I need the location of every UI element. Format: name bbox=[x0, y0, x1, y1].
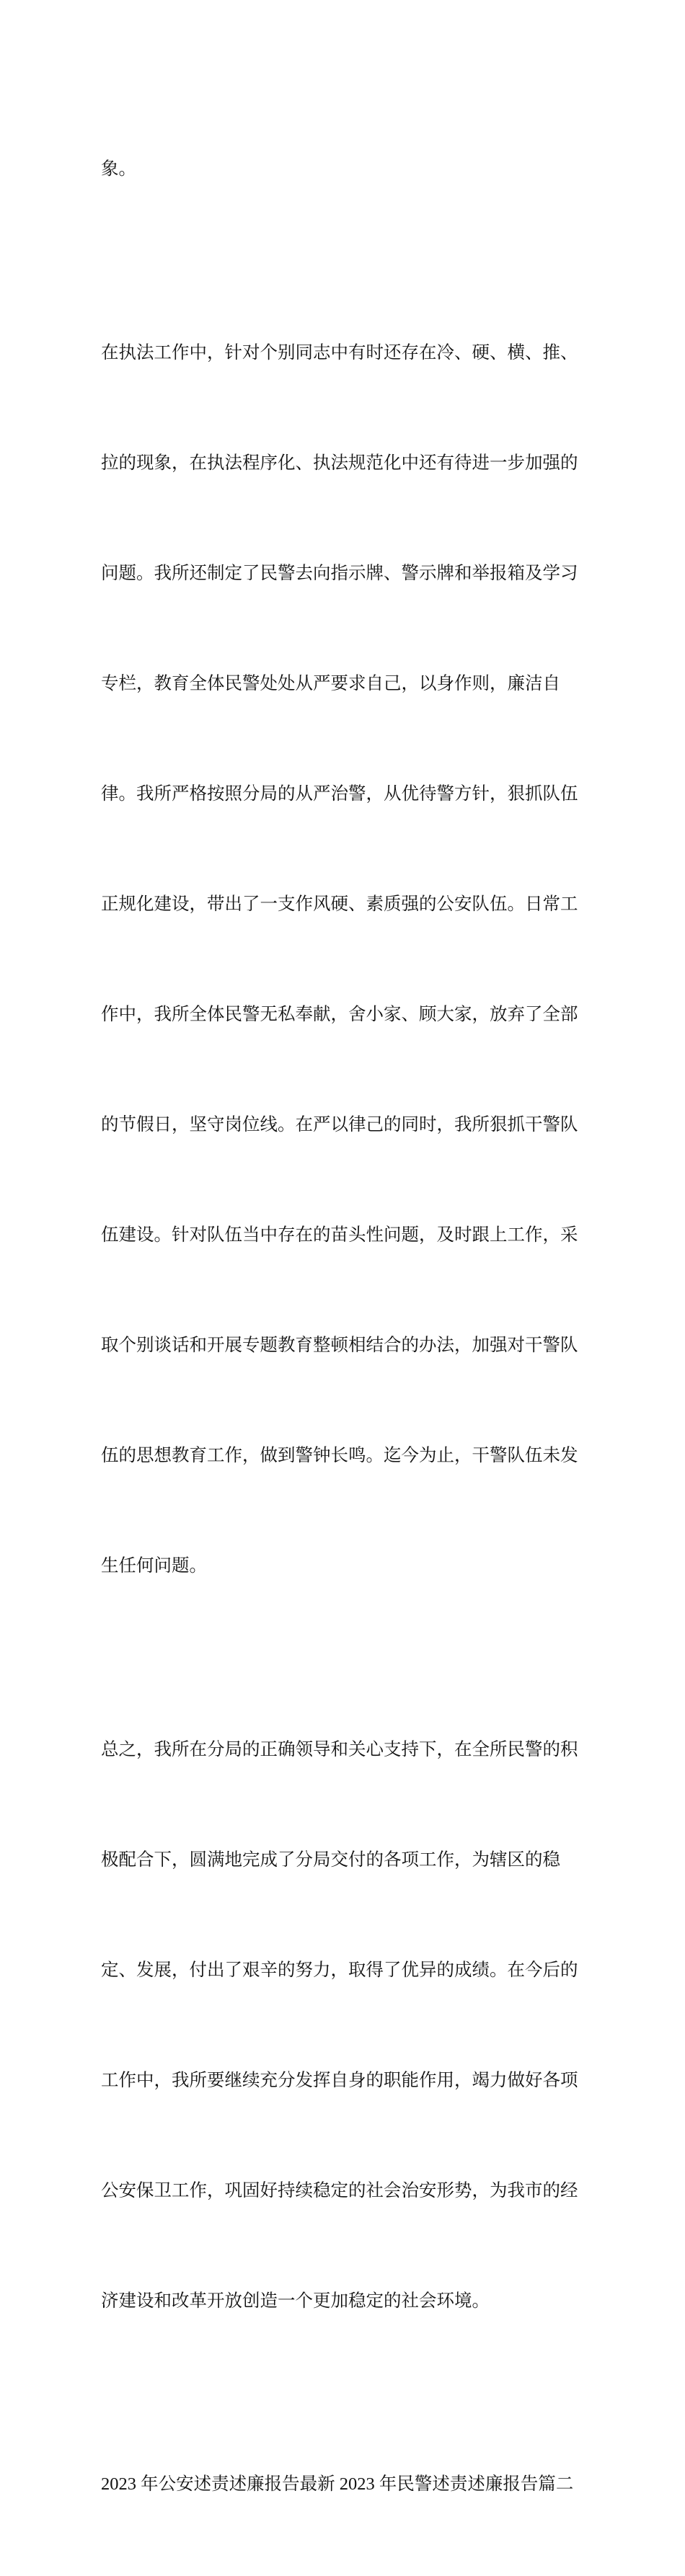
text-line: 伍的思想教育工作，做到警钟长鸣。迄今为止，干警队伍未发 bbox=[101, 1444, 578, 1465]
text-line: 总之，我所在分局的正确领导和关心支持下，在全所民警的积 bbox=[101, 1738, 578, 1759]
text-line: 生任何问题。 bbox=[101, 1555, 207, 1576]
text-line: 定、发展，付出了艰辛的努力，取得了优异的成绩。在今后的 bbox=[101, 1959, 578, 1980]
paragraph-continuation bbox=[101, 76, 591, 260]
text-line: 公安保卫工作，巩固好持续稳定的社会治安形势，为我市的经 bbox=[101, 2180, 578, 2200]
text-line: 专栏，教育全体民警处处从严要求自己，以身作则，廉洁自 bbox=[101, 672, 560, 693]
document-body bbox=[101, 76, 591, 2576]
paragraph-law-enforcement bbox=[101, 260, 591, 1657]
text-line: 正规化建设，带出了一支作风硬、素质强的公安队伍。日常工 bbox=[101, 893, 578, 914]
paragraph-summary bbox=[101, 1657, 591, 2392]
text-line: 取个别谈话和开展专题教育整顿相结合的办法，加强对干警队 bbox=[101, 1334, 578, 1355]
text-line: 象。 bbox=[101, 158, 136, 179]
text-line: 的节假日，坚守岗位线。在严以律己的同时，我所狠抓干警队 bbox=[101, 1114, 578, 1134]
text-line: 问题。我所还制定了民警去向指示牌、警示牌和举报箱及学习 bbox=[101, 562, 578, 583]
text-line: 拉的现象，在执法程序化、执法规范化中还有待进一步加强的 bbox=[101, 452, 578, 473]
text-line: 律。我所严格按照分局的从严治警，从优待警方针，狠抓队伍 bbox=[101, 783, 578, 804]
text-line: 作中，我所全体民警无私奉献，舍小家、顾大家，放弃了全部 bbox=[101, 1003, 578, 1024]
text-line: 工作中，我所要继续充分发挥自身的职能作用，竭力做好各项 bbox=[101, 2069, 578, 2090]
next-section-heading bbox=[101, 2392, 591, 2576]
text-line: 伍建设。针对队伍当中存在的苗头性问题，及时跟上工作，采 bbox=[101, 1224, 578, 1245]
text-line: 极配合下，圆满地完成了分局交付的各项工作，为辖区的稳 bbox=[101, 1849, 560, 1870]
text-line: 济建设和改革开放创造一个更加稳定的社会环境。 bbox=[101, 2290, 490, 2311]
text-line: 在执法工作中，针对个别同志中有时还存在冷、硬、横、推、 bbox=[101, 342, 578, 363]
section-title: 2023 年公安述责述廉报告最新 2023 年民警述责述廉报告篇二 bbox=[101, 2474, 574, 2494]
